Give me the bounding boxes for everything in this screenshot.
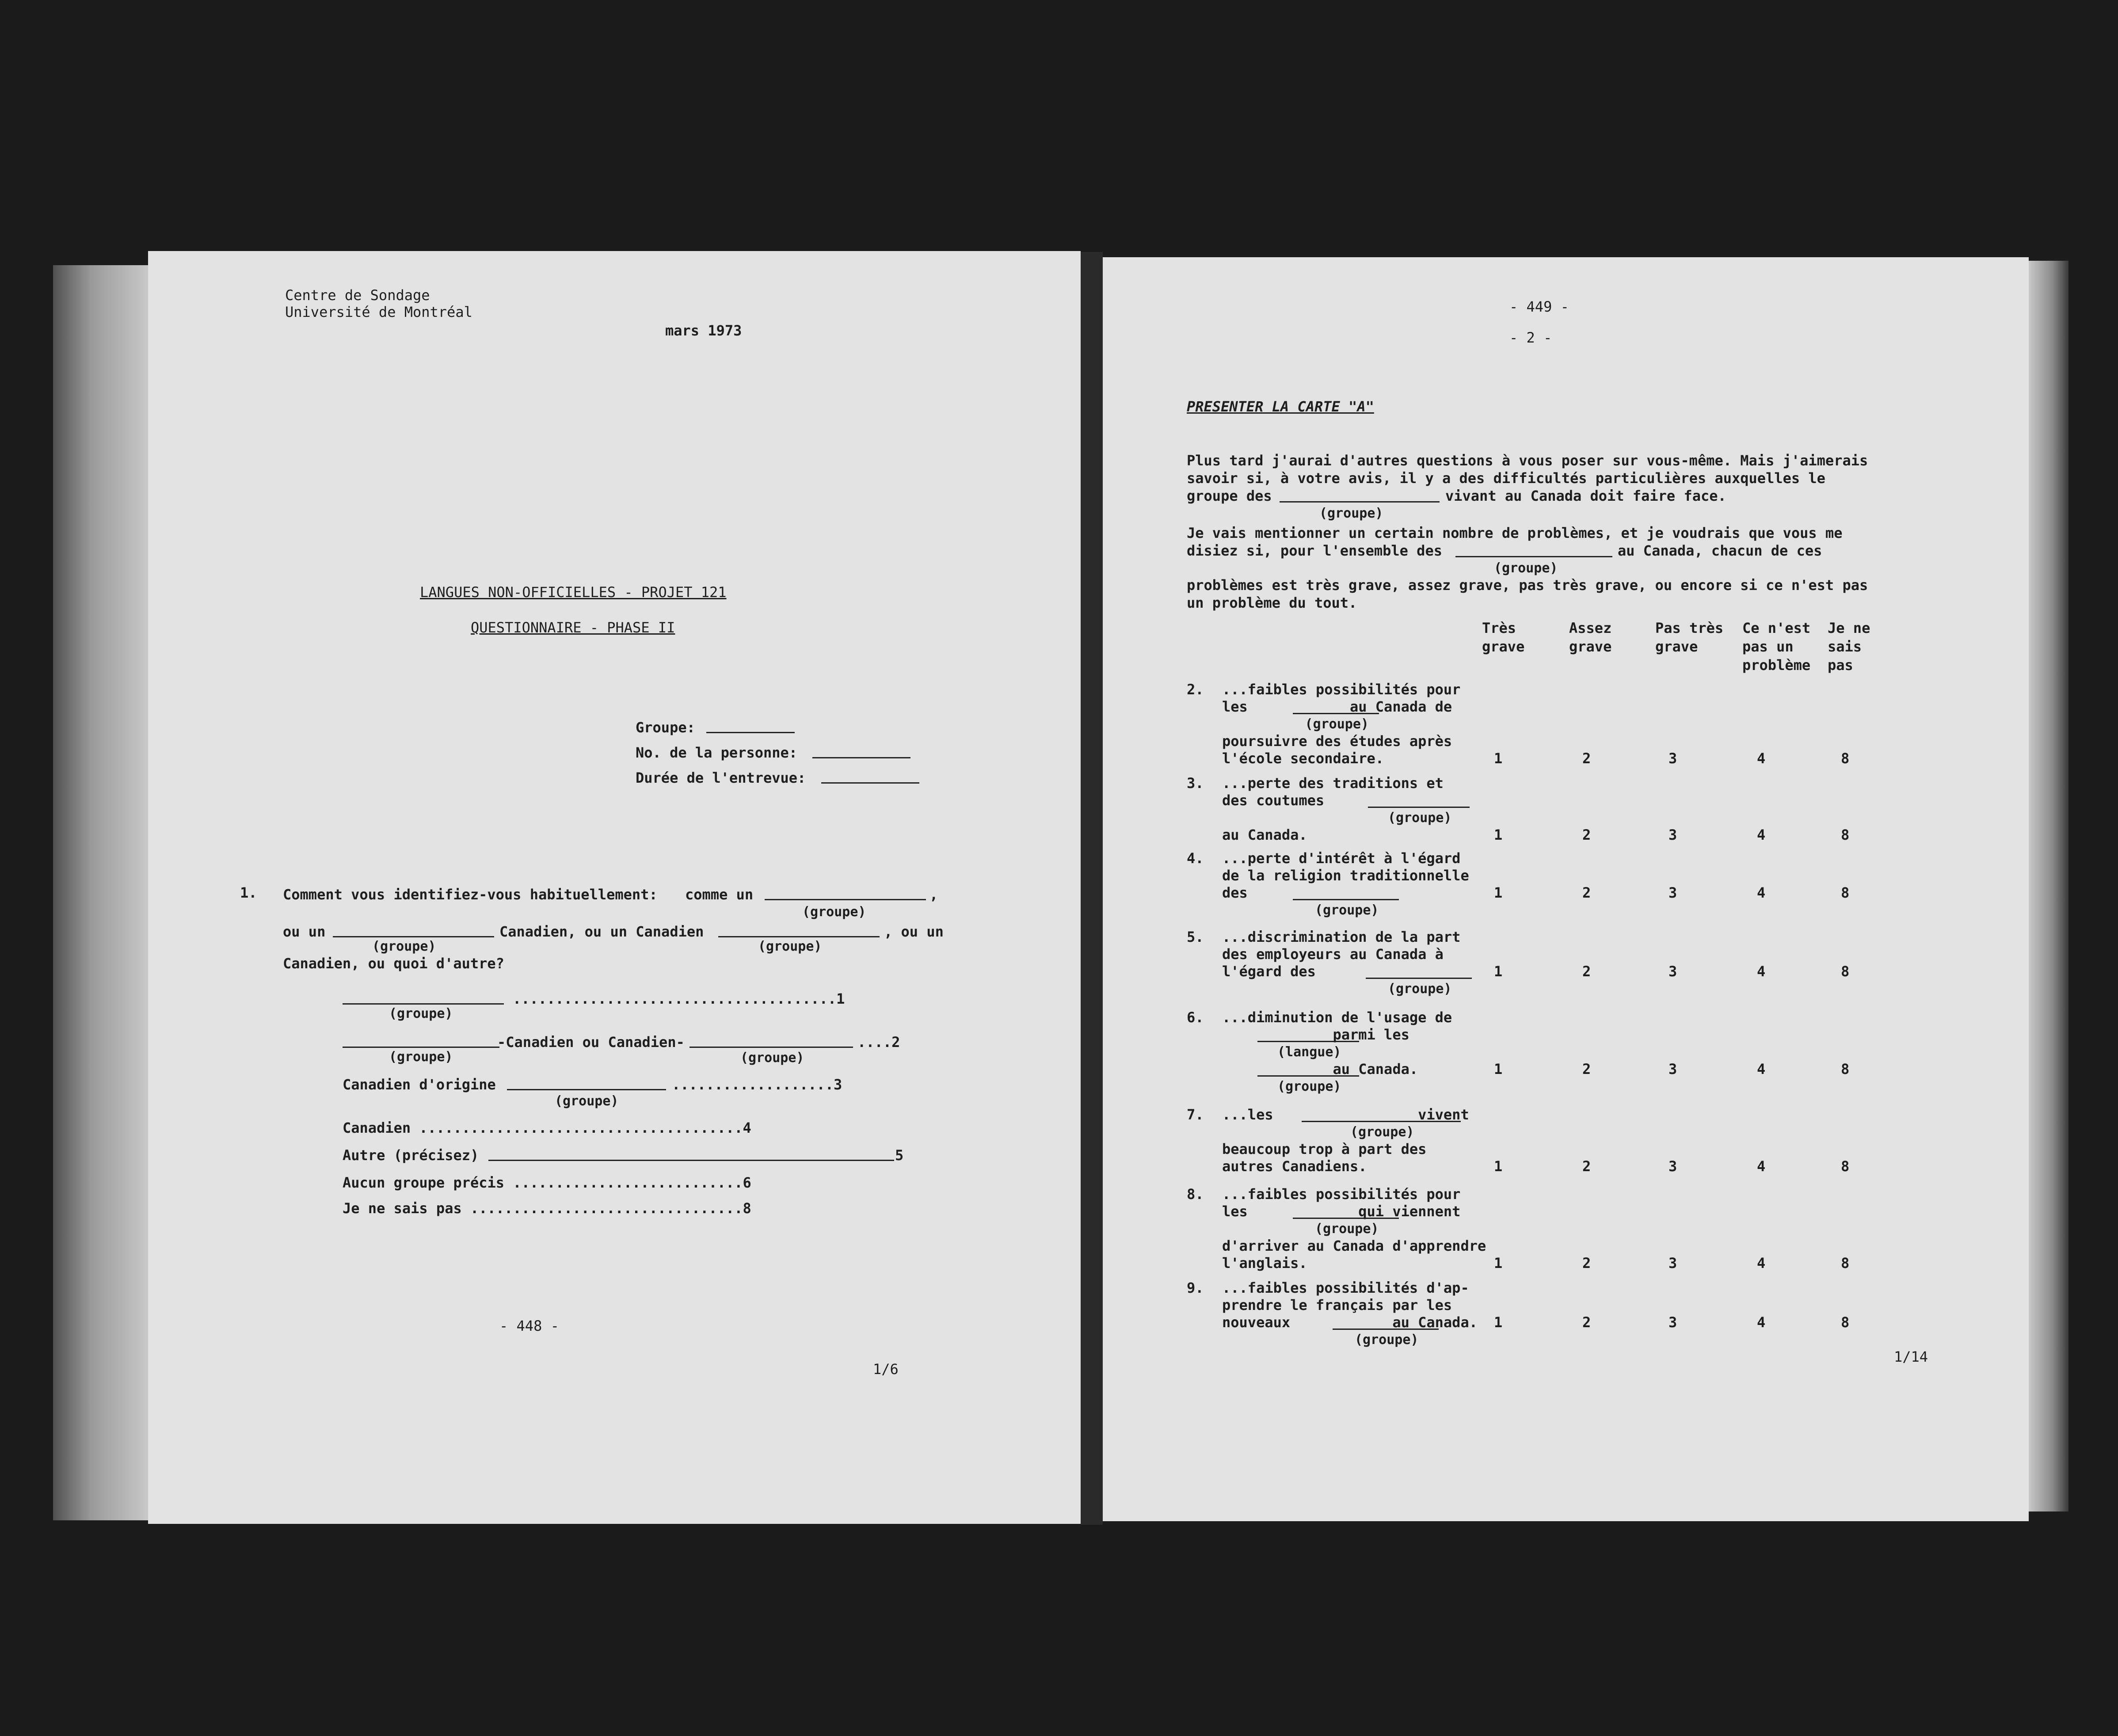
option-3-dots: ...................3 [672, 1076, 842, 1093]
item-text-line: ...les vivent [1222, 1106, 1469, 1123]
q1-line2a: ou un [283, 923, 326, 940]
project-title: LANGUES NON-OFFICIELLES - PROJET 121 [420, 584, 727, 601]
answer-code[interactable]: 1 [1494, 1061, 1503, 1077]
opt3-blank [507, 1089, 666, 1090]
answer-code[interactable]: 3 [1668, 750, 1677, 767]
option-2-text: -Canadien ou Canadien- [497, 1034, 685, 1051]
item-text-line: de la religion traditionnelle [1222, 867, 1469, 884]
answer-code[interactable]: 1 [1494, 884, 1503, 901]
frame-number: 1/14 [1894, 1348, 1928, 1365]
answer-code[interactable]: 4 [1757, 1255, 1766, 1272]
answer-code[interactable]: 2 [1582, 1314, 1591, 1331]
opt1-blank [343, 1003, 504, 1005]
answer-code[interactable]: 2 [1582, 963, 1591, 980]
q1-comma: , [929, 886, 938, 903]
item-number: 5. [1187, 929, 1204, 945]
field-groupe-label: Groupe: [636, 719, 695, 736]
item-text-line: l'école secondaire. [1222, 750, 1384, 767]
left-page [148, 251, 1081, 1524]
groupe-caption: (groupe) [372, 939, 436, 954]
q1-line2c: , ou un [884, 923, 944, 940]
field-personne-blank [812, 757, 910, 758]
option-6: Aucun groupe précis ...........................6 [343, 1174, 751, 1191]
q1-line1a: Comment vous identifiez-vous habituellement: [283, 886, 658, 903]
answer-code[interactable]: 3 [1668, 1255, 1677, 1272]
item-text-line: poursuivre des études après [1222, 733, 1452, 750]
left-page-edges [53, 265, 148, 1520]
option-5-number: 5 [895, 1147, 904, 1164]
page-number-sub: - 2 - [1509, 329, 1552, 346]
field-duree-blank [821, 782, 919, 784]
item-text-line: des employeurs au Canada à [1222, 946, 1444, 963]
q1-line3: Canadien, ou quoi d'autre? [283, 955, 504, 972]
option-3-text: Canadien d'origine [343, 1076, 496, 1093]
item-text-line: ...diminution de l'usage de [1222, 1009, 1452, 1026]
answer-code[interactable]: 3 [1668, 963, 1677, 980]
item-text-line: prendre le français par les [1222, 1297, 1452, 1313]
item-text-line: ...discrimination de la part [1222, 929, 1461, 945]
answer-blank [1333, 1329, 1439, 1330]
col-header-assez-grave: Assez grave [1569, 620, 1612, 655]
answer-code[interactable]: 4 [1757, 826, 1766, 843]
groupe-caption: (groupe) [1319, 506, 1383, 521]
q1-blank-3 [718, 936, 880, 937]
groupe-caption: (groupe) [802, 904, 866, 920]
answer-code[interactable]: 2 [1582, 1061, 1591, 1077]
groupe-caption: (groupe) [389, 1049, 453, 1065]
item-text-line: ...faibles possibilités d'ap- [1222, 1279, 1469, 1296]
item-text-line: ...faibles possibilités pour [1222, 1186, 1461, 1203]
groupe-caption: (groupe) [1494, 560, 1558, 576]
answer-code[interactable]: 2 [1582, 750, 1591, 767]
q1-blank-2 [333, 936, 494, 937]
answer-code[interactable]: 4 [1757, 1061, 1766, 1077]
answer-code[interactable]: 4 [1757, 963, 1766, 980]
answer-blank [1293, 899, 1399, 900]
book-gutter [1081, 252, 1103, 1525]
answer-code[interactable]: 1 [1494, 1314, 1503, 1331]
item-number: 9. [1187, 1279, 1204, 1296]
groupe-caption: (groupe) [1305, 716, 1369, 732]
q1-line1b: comme un [685, 886, 754, 903]
item-text-line: ...faibles possibilités pour [1222, 681, 1461, 698]
item-text-line: parmi les [1222, 1026, 1409, 1043]
answer-code[interactable]: 4 [1757, 1314, 1766, 1331]
answer-code[interactable]: 8 [1841, 826, 1850, 843]
answer-code[interactable]: 2 [1582, 1255, 1591, 1272]
answer-code[interactable]: 8 [1841, 750, 1850, 767]
intro-line-2: savoir si, à votre avis, il y a des difficultés particulières auxquelles le [1187, 470, 1825, 487]
answer-code[interactable]: 2 [1582, 826, 1591, 843]
answer-code[interactable]: 1 [1494, 1255, 1503, 1272]
item-number: 7. [1187, 1106, 1204, 1123]
opt2-blank-b [689, 1047, 853, 1048]
answer-code[interactable]: 4 [1757, 884, 1766, 901]
groupe-caption: (groupe) [1315, 1221, 1379, 1237]
groupe-caption: (groupe) [389, 1006, 453, 1021]
answer-code[interactable]: 8 [1841, 963, 1850, 980]
answer-blank [1293, 1218, 1399, 1219]
answer-code[interactable]: 1 [1494, 963, 1503, 980]
item-text-line: des [1222, 884, 1248, 901]
item-text-line: les qui viennent [1222, 1203, 1461, 1220]
answer-code[interactable]: 8 [1841, 884, 1850, 901]
col-header-pas-un-probleme: Ce n'est pas un problème [1742, 620, 1811, 674]
answer-blank [1257, 1075, 1359, 1077]
answer-code[interactable]: 8 [1841, 1158, 1850, 1175]
answer-code[interactable]: 2 [1582, 1158, 1591, 1175]
intro-line-3b: vivant au Canada doit faire face. [1445, 487, 1726, 504]
groupe-caption: (groupe) [740, 1050, 804, 1066]
answer-code[interactable]: 1 [1494, 826, 1503, 843]
intro-line-7: un problème du tout. [1187, 594, 1357, 611]
answer-blank [1368, 807, 1470, 808]
intro-blank-2 [1455, 556, 1612, 557]
groupe-caption: (groupe) [555, 1093, 619, 1109]
q1-blank-1 [765, 899, 926, 900]
option-7: Je ne sais pas ................................8 [343, 1200, 751, 1217]
answer-blank [1302, 1121, 1461, 1122]
answer-code[interactable]: 2 [1582, 884, 1591, 901]
groupe-caption: (groupe) [1350, 1124, 1414, 1140]
document-date: mars 1973 [665, 322, 742, 339]
col-header-ne-sais-pas: Je ne sais pas [1828, 620, 1870, 674]
answer-code[interactable]: 3 [1668, 1061, 1677, 1077]
answer-blank [1257, 1041, 1359, 1042]
opt2-blank-a [343, 1047, 499, 1048]
answer-code[interactable]: 8 [1841, 1314, 1850, 1331]
right-page-edges [2029, 261, 2068, 1511]
option-2-dots: ....2 [857, 1034, 900, 1051]
answer-code[interactable]: 8 [1841, 1061, 1850, 1077]
item-text-line: l'égard des [1222, 963, 1316, 980]
page-number-top: - 449 - [1509, 298, 1569, 315]
institution-line-2: Université de Montréal [285, 304, 472, 320]
item-text-line: les au Canada de [1222, 698, 1452, 715]
intro-line-6: problèmes est très grave, assez grave, pas très grave, ou encore si ce n'est pas [1187, 577, 1868, 594]
option-1-dots: ......................................1 [513, 990, 845, 1007]
answer-blank [1366, 978, 1472, 979]
q1-line2b: Canadien, ou un Canadien [499, 923, 704, 940]
item-text-line: au Canada. [1222, 826, 1307, 843]
opt5-blank [488, 1160, 894, 1161]
item-number: 8. [1187, 1186, 1204, 1203]
item-number: 4. [1187, 850, 1204, 867]
col-header-pas-tres-grave: Pas très grave [1655, 620, 1724, 655]
col-header-tres-grave: Très grave [1482, 620, 1525, 655]
option-5-text: Autre (précisez) [343, 1147, 479, 1164]
item-text-line: des coutumes [1222, 792, 1325, 809]
item-text-line: d'arriver au Canada d'apprendre [1222, 1237, 1486, 1254]
phase-title: QUESTIONNAIRE - PHASE II [471, 619, 675, 636]
page-number: - 448 - [499, 1317, 559, 1334]
intro-line-1: Plus tard j'aurai d'autres questions à vous poser sur vous-même. Mais j'aimerais [1187, 452, 1868, 469]
answer-code[interactable]: 3 [1668, 1158, 1677, 1175]
intro-line-3a: groupe des [1187, 487, 1272, 504]
card-instruction: PRESENTER LA CARTE "A" [1187, 398, 1374, 415]
right-page [1103, 257, 2029, 1521]
answer-blank [1293, 713, 1379, 714]
answer-code[interactable]: 8 [1841, 1255, 1850, 1272]
groupe-caption: (groupe) [1355, 1332, 1419, 1348]
field-duree-label: Durée de l'entrevue: [636, 769, 806, 786]
groupe-caption: (groupe) [1388, 810, 1452, 826]
item-text-line: au Canada. [1222, 1061, 1418, 1077]
frame-number: 1/6 [873, 1361, 899, 1378]
answer-code[interactable]: 4 [1757, 1158, 1766, 1175]
answer-code[interactable]: 3 [1668, 1314, 1677, 1331]
item-text-line: autres Canadiens. [1222, 1158, 1367, 1175]
option-4: Canadien ......................................4 [343, 1119, 751, 1136]
answer-code[interactable]: 4 [1757, 750, 1766, 767]
item-number: 3. [1187, 775, 1204, 792]
field-personne-label: No. de la personne: [636, 744, 798, 761]
intro-line-5b: au Canada, chacun de ces [1618, 542, 1822, 559]
groupe-caption: (groupe) [1315, 902, 1379, 918]
intro-blank-1 [1280, 501, 1440, 503]
groupe-caption: (groupe) [758, 939, 822, 954]
answer-code[interactable]: 3 [1668, 826, 1677, 843]
item-text-line: beaucoup trop à part des [1222, 1141, 1427, 1157]
item-text-line: l'anglais. [1222, 1255, 1307, 1272]
item-text-line: nouveaux au Canada. [1222, 1314, 1478, 1331]
institution-line-1: Centre de Sondage [285, 287, 430, 304]
answer-code[interactable]: 3 [1668, 884, 1677, 901]
field-groupe-blank [706, 732, 795, 733]
intro-line-5a: disiez si, pour l'ensemble des [1187, 542, 1442, 559]
item-text-line: ...perte d'intérêt à l'égard [1222, 850, 1461, 867]
item-number: 6. [1187, 1009, 1204, 1026]
q1-number: 1. [240, 884, 257, 901]
intro-line-4: Je vais mentionner un certain nombre de problèmes, et je voudrais que vous me [1187, 525, 1843, 541]
item-number: 2. [1187, 681, 1204, 698]
groupe-caption: (groupe) [1277, 1079, 1341, 1094]
answer-code[interactable]: 1 [1494, 750, 1503, 767]
item-text-line: ...perte des traditions et [1222, 775, 1444, 792]
langue-caption: (langue) [1277, 1044, 1341, 1060]
groupe-caption: (groupe) [1388, 981, 1452, 997]
answer-code[interactable]: 1 [1494, 1158, 1503, 1175]
